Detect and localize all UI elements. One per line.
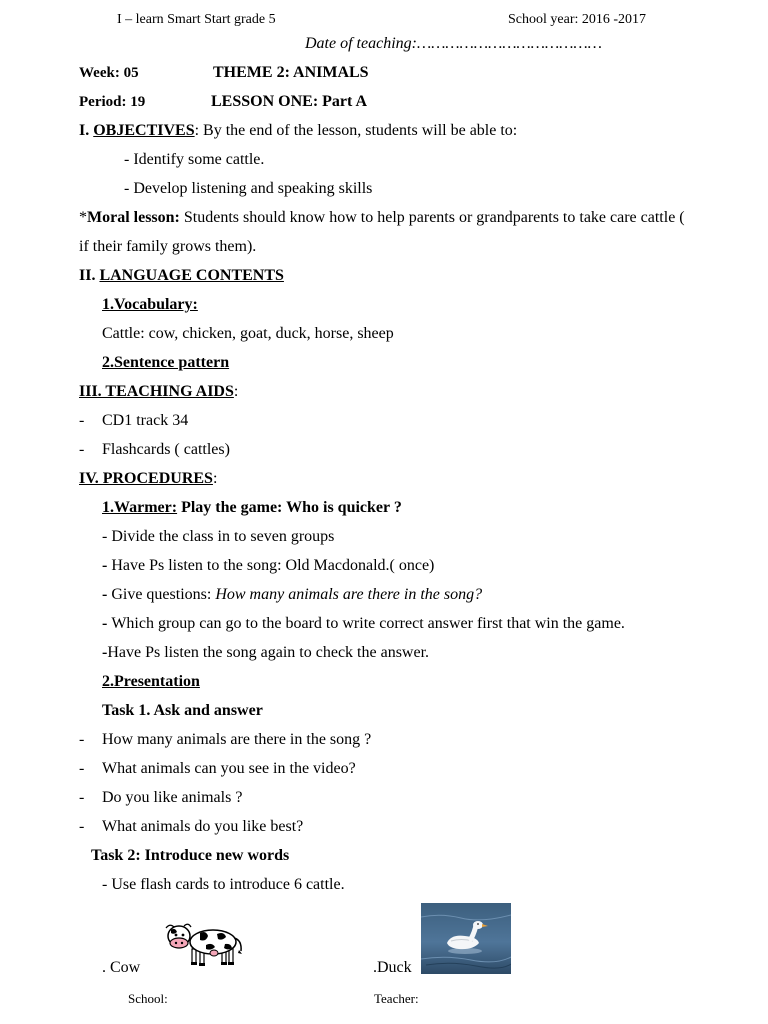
moral-text: Students should know how to help parents or grandparents to take care cattle (	[179, 209, 685, 226]
vocabulary-text: Cattle: cow, chicken, goat, duck, horse, sheep	[102, 325, 394, 342]
task2-step: - Use flash cards to introduce 6 cattle.	[102, 876, 345, 893]
theme-title: THEME 2: ANIMALS	[213, 64, 369, 81]
warmer-step	[102, 557, 434, 575]
objective-item: - Identify some cattle.	[124, 151, 265, 168]
duck-photo	[421, 903, 511, 974]
language-heading	[79, 267, 284, 285]
step-question: How many animals are there in the song?	[215, 586, 483, 603]
moral-lesson	[79, 209, 685, 227]
procedures-colon: :	[212, 470, 218, 487]
vocabulary-title: 1.Vocabulary:	[102, 296, 198, 313]
task1-question: How many animals are there in the song ?	[102, 731, 372, 748]
task1-question: Do you like animals ?	[102, 789, 243, 806]
aid-item: CD1 track 34	[102, 412, 189, 429]
moral-star: *	[79, 209, 87, 226]
bullet-dash: -	[79, 412, 85, 429]
objectives-heading	[79, 122, 517, 140]
header-left: I – learn Smart Start grade 5	[117, 12, 276, 27]
word-duck: .Duck	[373, 959, 412, 976]
word-cow: . Cow	[102, 959, 141, 976]
step-text: Give questions:	[111, 586, 216, 603]
bullet-dash: -	[79, 441, 85, 458]
language-title: LANGUAGE CONTENTS	[99, 267, 284, 284]
step-dash: -	[102, 615, 112, 632]
bullet-dash: -	[79, 760, 85, 777]
warmer-step	[102, 615, 625, 633]
warmer-step	[102, 586, 482, 604]
moral-text-continued: if their family grows them).	[79, 238, 257, 255]
footer-school: School:	[128, 991, 168, 1006]
date-of-teaching: Date of teaching:…………………………………	[305, 35, 602, 52]
bullet-dash: -	[79, 818, 85, 835]
step-text: Which group can go to the board to write correct answer first that win the game.	[111, 615, 625, 632]
objectives-intro: : By the end of the lesson, students will be able to:	[194, 122, 518, 139]
teaching-aids-colon: :	[233, 383, 239, 400]
teaching-aids-heading	[79, 383, 238, 401]
lesson-title: LESSON ONE: Part A	[211, 93, 368, 110]
step-dash: -	[102, 586, 112, 603]
bullet-dash: -	[79, 789, 85, 806]
procedures-heading	[79, 470, 217, 488]
warmer-heading	[102, 499, 402, 517]
warmer-step: - Divide the class in to seven groups	[102, 528, 335, 545]
step-text: Have Ps listen to the song: Old Macdonald.( once)	[111, 557, 435, 574]
warmer-label: 1.Warmer:	[102, 499, 178, 516]
task1-question: What animals do you like best?	[102, 818, 304, 835]
bullet-dash: -	[79, 731, 85, 748]
aid-item: Flashcards ( cattles)	[102, 441, 230, 458]
period-label: Period: 19	[79, 94, 146, 110]
objectives-title: OBJECTIVES	[93, 122, 195, 139]
step-dash: -	[102, 557, 112, 574]
task2-title: Task 2: Introduce new words	[91, 847, 290, 864]
objective-item: - Develop listening and speaking skills	[124, 180, 373, 197]
warmer-step	[102, 644, 429, 662]
task1-title: Task 1. Ask and answer	[102, 702, 263, 719]
moral-label: Moral lesson:	[87, 209, 180, 226]
language-number: II.	[79, 267, 100, 284]
footer-teacher: Teacher:	[374, 991, 419, 1006]
presentation-title: 2.Presentation	[102, 673, 200, 690]
objectives-number: I.	[79, 122, 94, 139]
sentence-pattern-title: 2.Sentence pattern	[102, 354, 230, 371]
week-label: Week: 05	[79, 65, 139, 81]
task1-question: What animals can you see in the video?	[102, 760, 356, 777]
warmer-text: Play the game: Who is quicker ?	[177, 499, 402, 516]
procedures-title: IV. PROCEDURES	[79, 470, 213, 487]
step-dash: -	[102, 644, 108, 661]
step-text: Have Ps listen the song again to check the answer.	[107, 644, 430, 661]
cow-image	[162, 918, 246, 968]
teaching-aids-title: III. TEACHING AIDS	[79, 383, 234, 400]
header-right: School year: 2016 -2017	[508, 12, 647, 27]
